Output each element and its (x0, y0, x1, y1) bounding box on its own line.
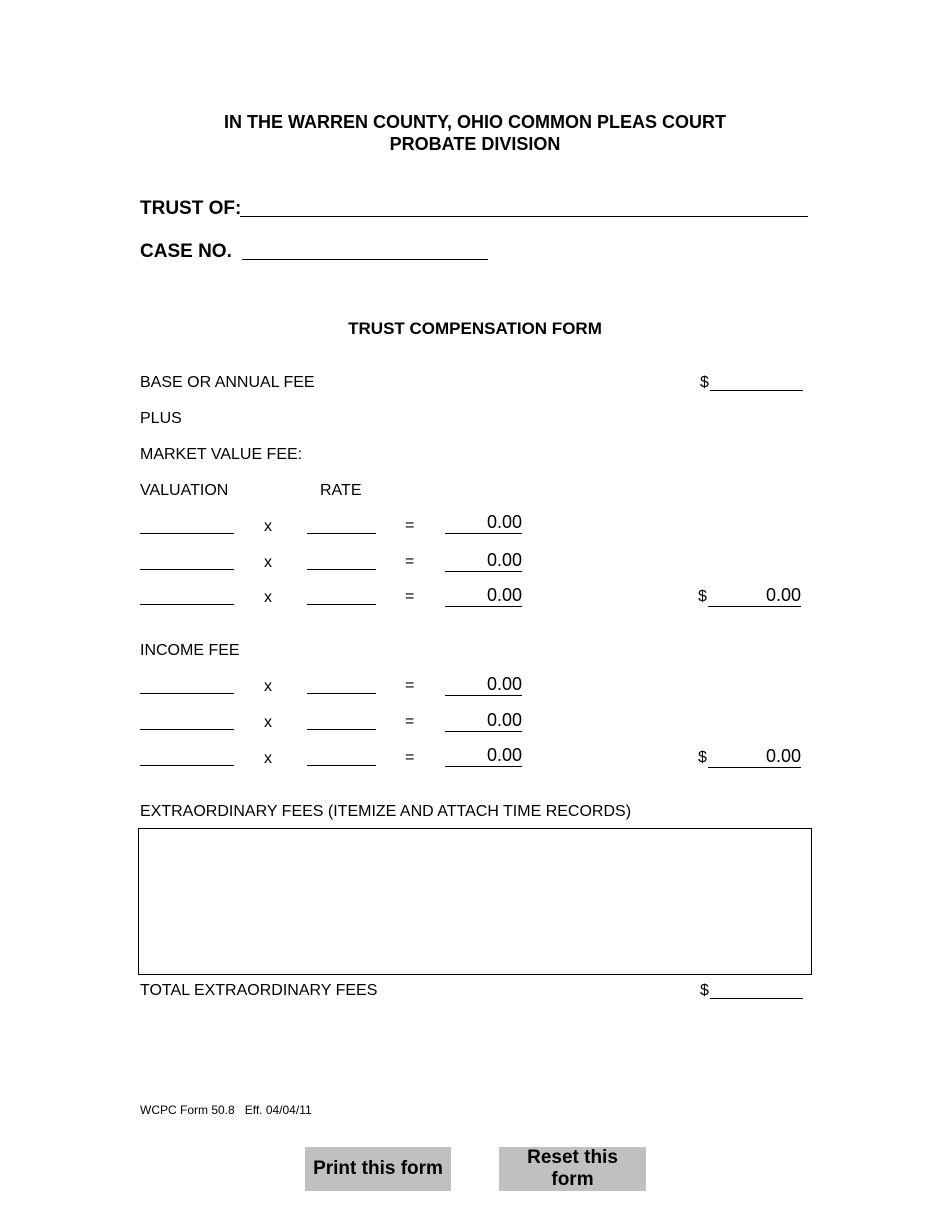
rate-header: RATE (320, 482, 362, 499)
income-fee-label: INCOME FEE (140, 642, 240, 659)
valuation-header: VALUATION (140, 482, 229, 499)
income-total-currency: $ (698, 749, 707, 766)
plus-label: PLUS (140, 410, 182, 427)
times-symbol: x (264, 678, 272, 695)
income-total-field[interactable]: 0.00 (708, 745, 801, 768)
income-result-field[interactable]: 0.00 (445, 744, 522, 767)
equals-symbol: = (405, 553, 415, 570)
income-result-field[interactable]: 0.00 (445, 709, 522, 732)
market-result-field[interactable]: 0.00 (445, 549, 522, 572)
trust-of-field[interactable] (240, 216, 808, 217)
equals-symbol: = (405, 677, 415, 694)
market-result-field[interactable]: 0.00 (445, 584, 522, 607)
rate-field[interactable] (307, 604, 376, 605)
base-fee-currency: $ (700, 374, 709, 391)
form-title: TRUST COMPENSATION FORM (348, 319, 602, 338)
times-symbol: x (264, 589, 272, 606)
rate-field[interactable] (307, 569, 376, 570)
times-symbol: x (264, 518, 272, 535)
valuation-field[interactable] (140, 569, 234, 570)
extraordinary-fees-label: EXTRAORDINARY FEES (ITEMIZE AND ATTACH TIME RECORDS) (140, 803, 632, 820)
valuation-field[interactable] (140, 604, 234, 605)
form-number: WCPC Form 50.8 (140, 1103, 235, 1117)
print-form-button[interactable]: Print this form (305, 1147, 451, 1191)
total-extraordinary-currency: $ (700, 982, 709, 999)
equals-symbol: = (405, 517, 415, 534)
valuation-field[interactable] (140, 533, 234, 534)
valuation-field[interactable] (140, 765, 234, 766)
times-symbol: x (264, 750, 272, 767)
case-no-label: CASE NO. (140, 241, 232, 262)
rate-field[interactable] (307, 693, 376, 694)
total-extraordinary-label: TOTAL EXTRAORDINARY FEES (140, 982, 378, 999)
valuation-field[interactable] (140, 729, 234, 730)
court-title: IN THE WARREN COUNTY, OHIO COMMON PLEAS COURT (223, 112, 726, 132)
market-result-field[interactable]: 0.00 (445, 511, 522, 534)
valuation-field[interactable] (140, 693, 234, 694)
extraordinary-fees-textarea[interactable] (138, 828, 812, 975)
base-fee-field[interactable] (710, 390, 803, 391)
effective-date: Eff. 04/04/11 (244, 1103, 312, 1117)
case-no-field[interactable] (242, 259, 488, 260)
rate-field[interactable] (307, 765, 376, 766)
market-total-field[interactable]: 0.00 (708, 584, 801, 607)
equals-symbol: = (405, 588, 415, 605)
times-symbol: x (264, 554, 272, 571)
total-extraordinary-field[interactable] (710, 998, 803, 999)
division-title: PROBATE DIVISION (389, 134, 561, 154)
reset-form-button[interactable]: Reset this form (499, 1147, 646, 1191)
market-total-currency: $ (698, 588, 707, 605)
market-value-label: MARKET VALUE FEE: (140, 446, 303, 463)
equals-symbol: = (405, 713, 415, 730)
equals-symbol: = (405, 749, 415, 766)
rate-field[interactable] (307, 533, 376, 534)
trust-of-label: TRUST OF: (140, 198, 242, 219)
income-result-field[interactable]: 0.00 (445, 673, 522, 696)
rate-field[interactable] (307, 729, 376, 730)
times-symbol: x (264, 714, 272, 731)
base-fee-label: BASE OR ANNUAL FEE (140, 374, 315, 391)
form-id (140, 1103, 312, 1117)
